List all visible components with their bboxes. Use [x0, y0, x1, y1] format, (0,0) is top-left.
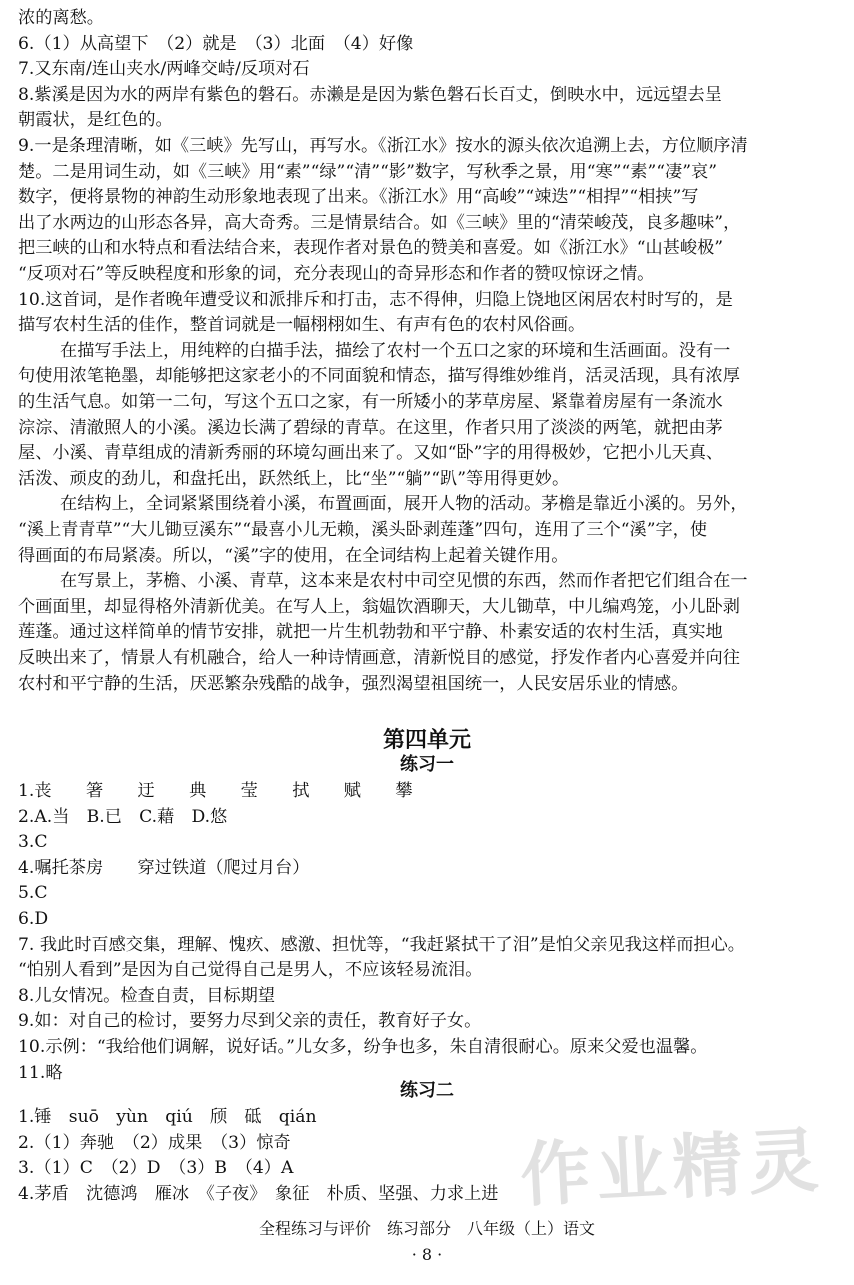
text-line: 的生活气息。如第一二句，写这个五口之家，有一所矮小的茅草房屋、紧靠着房屋有一条流水 [18, 392, 723, 412]
answer-line: 4.茅盾 沈德鸿 雁冰 《子夜》 象征 朴质、坚强、力求上进 [18, 1183, 499, 1204]
text-line: 在写景上，茅檐、小溪、青草，这本来是农村中司空见惯的东西，然而作者把它们组合在一 [60, 571, 748, 592]
text-line: 反映出来了，情景人有机融合，给人一种诗情画意，清新悦目的感觉，抒发作者内心喜爱并向往 [18, 648, 740, 668]
text-line: 7.又东南/连山夹水/两峰交峙/反项对石 [18, 59, 310, 80]
text-line: 数字，便将景物的神韵生动形象地表现了出来。《浙江水》用“高峻”“竦迭”“相捍”“相挟”写 [18, 187, 699, 208]
answer-line: 2.（1）奔驰 （2）成果 （3）惊奇 [18, 1132, 291, 1153]
answer-line: 5.C [18, 883, 48, 904]
text-line: 在描写手法上，用纯粹的白描手法，描绘了农村一个五口之家的环境和生活画面。没有一 [60, 340, 731, 361]
answer-line: 6.D [18, 909, 49, 929]
answer-line: 3.C [18, 832, 48, 853]
watermark: 作业精灵 [518, 1119, 827, 1217]
text-line: 浓的离愁。 [18, 8, 104, 28]
text-line: 莲蓬。通过这样简单的情节安排，就把一片生机勃勃和平宁静、朴素安适的农村生活，真实地 [18, 622, 723, 643]
text-line: 屋、小溪、青草组成的清新秀丽的环境勾画出来了。又如“卧”字的用得极妙，它把小儿天真、 [18, 443, 724, 464]
answer-line: 2.A.当 B.已 C.藉 D.悠 [18, 806, 228, 827]
unit-title: 第四单元 [382, 728, 471, 753]
text-line: 个画面里，却显得格外清新优美。在写人上，翁媪饮酒聊天，大儿锄草，中儿编鸡笼，小儿卧剥 [18, 596, 740, 617]
text-line: 描写农村生活的佳作，整首词就是一幅栩栩如生、有声有色的农村风俗画。 [18, 315, 586, 336]
text-line: 8.紫溪是因为水的两岸有紫色的磐石。赤濑是是因为紫色磐石长百丈，倒映水中，远远望去呈 [18, 84, 722, 105]
text-line: 楚。二是用词生动，如《三峡》用“素”“绿”“清”“影”数字，写秋季之景，用“寒”“素”“凄”哀” [18, 161, 717, 182]
text-line: 淙淙、清澈照人的小溪。溪边长满了碧绿的青草。在这里，作者只用了淡淡的两笔，就把由茅 [18, 417, 723, 438]
answer-line: 11.略 [18, 1062, 63, 1083]
answer-line: 8.儿女情况。检查自责，目标期望 [18, 985, 276, 1006]
text-line: “溪上青青草”“大儿锄豆溪东”“最喜小儿无赖，溪头卧剥莲蓬”四句，连用了三个“溪”字，使 [18, 520, 708, 540]
text-line: 活泼、顽皮的劲儿，和盘托出，跃然纸上，比“坐”“躺”“趴”等用得更妙。 [18, 468, 570, 489]
text-line: 把三峡的山和水特点和看法结合来，表现作者对景色的赞美和喜爱。如《浙江水》“山甚峻极” [18, 238, 724, 259]
answer-line: 10.示例：“我给他们调解，说好话。”儿女多，纷争也多，朱自清很耐心。原来父爱也温馨。 [18, 1037, 708, 1057]
text-line: 9.一是条理清晰，如《三峡》先写山，再写水。《浙江水》按水的源头依次追溯上去，方位顺序清 [18, 136, 748, 156]
answer-line: 4.嘱托茶房 穿过铁道（爬过月台） [18, 857, 310, 878]
answer-line: 7. 我此时百感交集，理解、愧疚、感激、担忧等，“我赶紧拭干了泪”是怕父亲见我这样而担心。 [18, 934, 745, 955]
page-number: · 8 · [411, 1245, 443, 1264]
text-line: 农村和平宁静的生活，厌恶繁杂残酷的战争，强烈渴望祖国统一，人民安居乐业的情感。 [18, 673, 689, 694]
exercise-2-title: 练习二 [400, 1080, 454, 1101]
answer-line: 1.丧 箸 迂 典 莹 拭 赋 攀 [18, 781, 413, 801]
footer-book-title: 全程练习与评价 练习部分 八年级（上）语文 [258, 1219, 595, 1238]
text-line: 出了水两边的山形态各异，高大奇秀。三是情景结合。如《三峡》里的“清荣峻茂，良多趣味”， [18, 212, 741, 233]
text-line: “反项对石”等反映程度和形象的词，充分表现山的奇异形态和作者的赞叹惊讶之情。 [18, 264, 655, 284]
answer-line: 3.（1）C （2）D （3）B （4）A [18, 1158, 294, 1179]
text-line: 在结构上，全词紧紧围绕着小溪，布置画面，展开人物的活动。茅檐是靠近小溪的。另外， [60, 494, 748, 515]
exercise-1-title: 练习一 [400, 754, 454, 775]
answer-line: “怕别人看到”是因为自己觉得自己是男人，不应该轻易流泪。 [18, 960, 483, 981]
text-line: 10.这首词，是作者晚年遭受议和派排斥和打击，志不得伸，归隐上饶地区闲居农村时写的，是 [18, 289, 733, 310]
answer-line: 1.锤 suō yùn qiú 颀 砥 qián [18, 1107, 317, 1127]
text-line: 得画面的布局紧凑。所以，“溪”字的使用，在全词结构上起着关键作用。 [18, 545, 569, 566]
text-line: 6.（1）从高望下 （2）就是 （3）北面 （4）好像 [18, 33, 414, 54]
answer-line: 9.如：对自己的检讨，要努力尽到父亲的责任，教育好子女。 [18, 1011, 482, 1032]
text-line: 句使用浓笔艳墨，却能够把这家老小的不同面貌和情态，描写得维妙维肖，活灵活现，具有浓厚 [18, 366, 740, 387]
text-line: 朝霞状，是红色的。 [18, 110, 173, 131]
